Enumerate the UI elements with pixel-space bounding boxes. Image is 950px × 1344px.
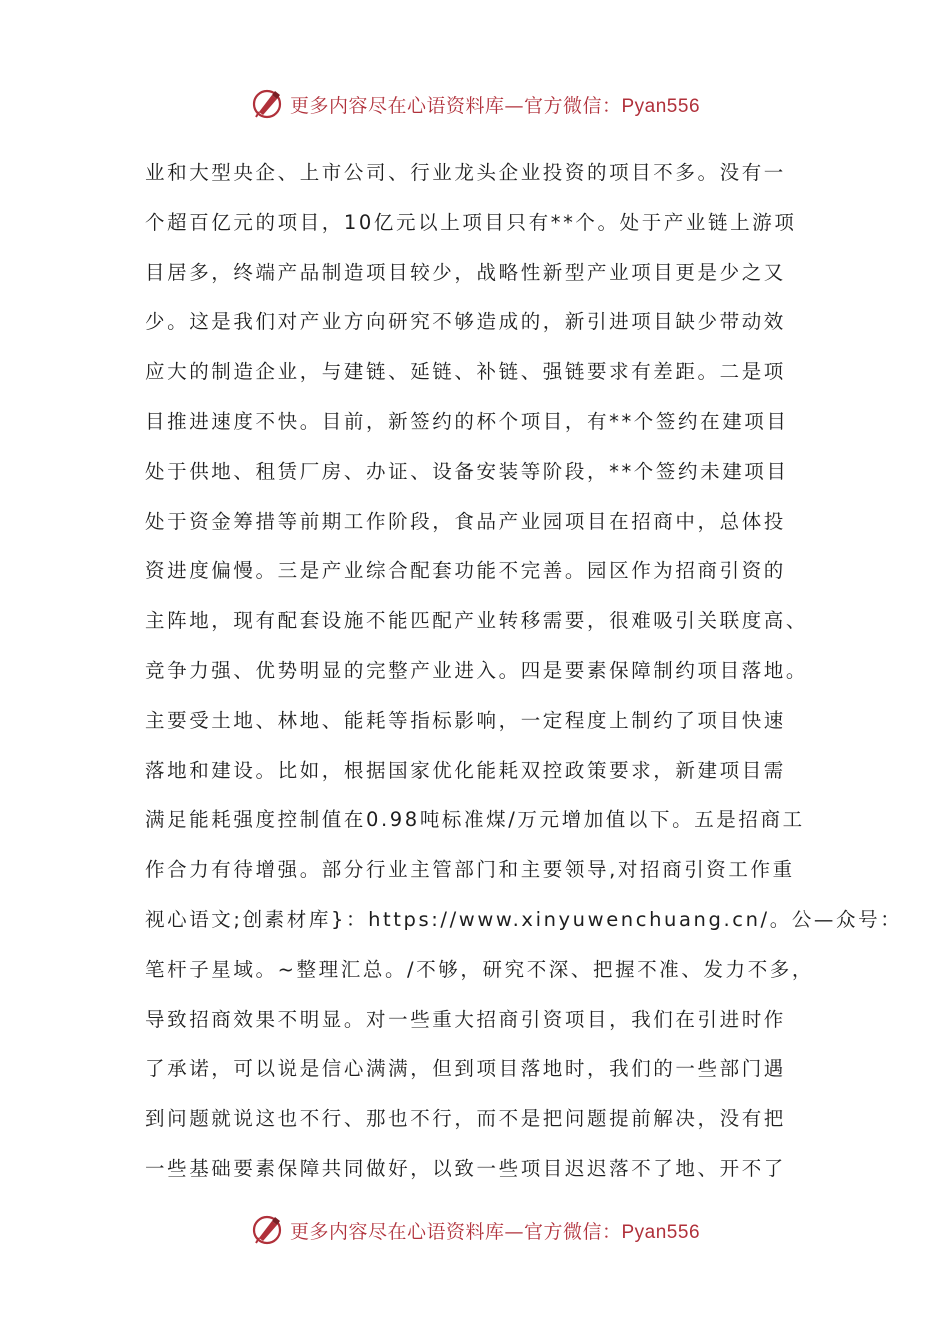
text-line: 应大的制造企业，与建链、延链、补链、强链要求有差距。二是项 xyxy=(145,360,786,384)
text-line: 主要受土地、林地、能耗等指标影响，一定程度上制约了项目快速 xyxy=(145,708,786,732)
text-line: 导致招商效果不明显。对一些重大招商引资项目，我们在引进时作 xyxy=(145,1007,786,1031)
banner-text xyxy=(290,91,700,118)
document-body xyxy=(145,148,903,1194)
text-line: 一些基础要素保障共同做好，以致一些项目迟迟落不了地、开不了 xyxy=(145,1156,786,1180)
header-banner xyxy=(0,84,950,124)
text-line: 业和大型央企、上市公司、行业龙头企业投资的项目不多。没有一 xyxy=(145,161,786,184)
banner-account: Pyan556 xyxy=(621,95,701,117)
text-line-with-url: 视心语文;创素材库}：https://www.xinyuwenchuang.cn/。公—众号： xyxy=(145,907,903,931)
banner-account: Pyan556 xyxy=(621,1221,701,1243)
banner-site-text: 更多内容尽在心语资料库 xyxy=(289,1220,505,1243)
text-line: 竞争力强、优势明显的完整产业进入。四是要素保障制约项目落地。 xyxy=(145,658,809,682)
text-line: 资进度偏慢。三是产业综合配套功能不完善。园区作为招商引资的 xyxy=(145,559,786,583)
banner-site-text: 更多内容尽在心语资料库 xyxy=(289,94,505,117)
banner-text xyxy=(290,1217,700,1244)
text-line: 个超百亿元的项目，10亿元以上项目只有**个。处于产业链上游项 xyxy=(145,210,797,234)
text-line: 目推进速度不快。目前，新签约的杯个项目，有**个签约在建项目 xyxy=(145,409,789,433)
text-line: 了承诺，可以说是信心满满，但到项目落地时，我们的一些部门遇 xyxy=(145,1057,786,1081)
text-line: 处于资金筹措等前期工作阶段，食品产业园项目在招商中，总体投 xyxy=(145,509,786,533)
pen-nib-logo-icon xyxy=(250,1212,286,1248)
text-line: 主阵地，现有配套设施不能匹配产业转移需要，很难吸引关联度高、 xyxy=(145,609,809,633)
text-line: 满足能耗强度控制值在0.98吨标准煤/万元增加值以下。五是招商工 xyxy=(145,808,805,832)
text-line: 目居多，终端产品制造项目较少，战略性新型产业项目更是少之又 xyxy=(145,260,786,284)
text-line: 少。这是我们对产业方向研究不够造成的，新引进项目缺少带动效 xyxy=(145,310,786,334)
banner-official-text: 官方微信： xyxy=(523,1220,622,1243)
pen-nib-logo-icon xyxy=(250,86,286,122)
text-line: 作合力有待增强。部分行业主管部门和主要领导,对招商引资工作重 xyxy=(145,858,795,882)
text-line: 笔杆子星域。~整理汇总。/不够，研究不深、把握不准、发力不多， xyxy=(145,957,815,981)
banner-official-text: 官方微信： xyxy=(523,94,622,117)
footer-banner xyxy=(0,1210,950,1250)
text-line: 落地和建设。比如，根据国家优化能耗双控政策要求，新建项目需 xyxy=(145,758,786,782)
banner-separator: — xyxy=(504,94,524,117)
text-line: 到问题就说这也不行、那也不行，而不是把问题提前解决，没有把 xyxy=(145,1107,786,1131)
banner-separator: — xyxy=(504,1220,524,1243)
text-line: 处于供地、租赁厂房、办证、设备安装等阶段，**个签约未建项目 xyxy=(145,459,789,483)
